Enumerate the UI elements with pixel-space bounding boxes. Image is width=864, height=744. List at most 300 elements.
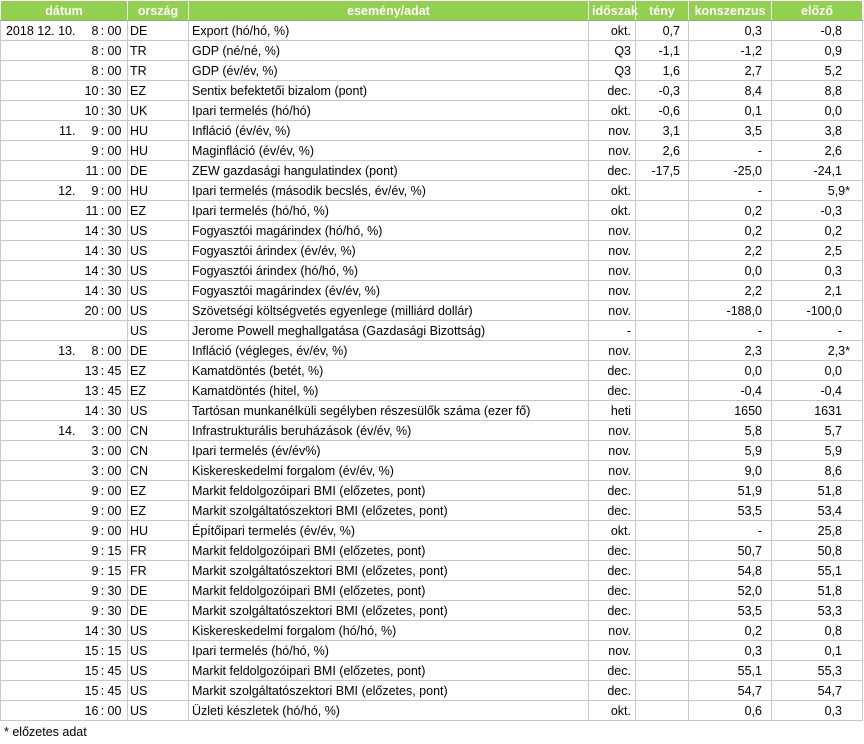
row-time-separator: : bbox=[99, 21, 107, 41]
row-period: nov. bbox=[589, 461, 636, 481]
row-period: dec. bbox=[589, 81, 636, 101]
row-actual bbox=[636, 321, 689, 341]
table-row bbox=[1, 461, 863, 481]
row-event: Infláció (év/év, %) bbox=[189, 121, 589, 141]
table-row bbox=[1, 561, 863, 581]
row-period: dec. bbox=[589, 661, 636, 681]
table-row bbox=[1, 21, 863, 41]
row-hour: 15 bbox=[79, 681, 99, 701]
row-consensus: 9,0 bbox=[689, 461, 772, 481]
row-event: Markit szolgáltatószektori BMI (előzetes, pont) bbox=[189, 681, 589, 701]
row-event: Markit feldolgozóipari BMI (előzetes, pont) bbox=[189, 541, 589, 561]
row-period: nov. bbox=[589, 261, 636, 281]
row-consensus: -0,4 bbox=[689, 381, 772, 401]
row-consensus: 2,2 bbox=[689, 281, 772, 301]
row-minute: 15 bbox=[107, 641, 128, 661]
row-previous: 8,8 bbox=[772, 81, 863, 101]
row-country: DE bbox=[128, 601, 189, 621]
row-consensus: 8,4 bbox=[689, 81, 772, 101]
row-time-separator: : bbox=[99, 661, 107, 681]
row-consensus: 0,2 bbox=[689, 621, 772, 641]
row-event: Üzleti készletek (hó/hó, %) bbox=[189, 701, 589, 721]
row-hour: 14 bbox=[79, 241, 99, 261]
row-period: okt. bbox=[589, 101, 636, 121]
row-time-separator: : bbox=[99, 281, 107, 301]
row-previous: 8,6 bbox=[772, 461, 863, 481]
row-previous: 0,3 bbox=[772, 701, 863, 721]
row-period: nov. bbox=[589, 441, 636, 461]
row-event: Markit szolgáltatószektori BMI (előzetes, pont) bbox=[189, 601, 589, 621]
row-period: Q3 bbox=[589, 61, 636, 81]
row-hour: 9 bbox=[79, 601, 99, 621]
row-date bbox=[1, 361, 79, 381]
row-consensus: 50,7 bbox=[689, 541, 772, 561]
row-consensus: -1,2 bbox=[689, 41, 772, 61]
row-actual bbox=[636, 261, 689, 281]
row-country: FR bbox=[128, 561, 189, 581]
row-country: EZ bbox=[128, 81, 189, 101]
row-actual bbox=[636, 281, 689, 301]
row-country: EZ bbox=[128, 501, 189, 521]
row-period: dec. bbox=[589, 381, 636, 401]
row-minute: 15 bbox=[107, 561, 128, 581]
row-date bbox=[1, 201, 79, 221]
row-country: US bbox=[128, 221, 189, 241]
row-period: heti bbox=[589, 401, 636, 421]
row-country: US bbox=[128, 401, 189, 421]
row-previous: 25,8 bbox=[772, 521, 863, 541]
table-row bbox=[1, 201, 863, 221]
row-consensus: - bbox=[689, 141, 772, 161]
row-consensus: 52,0 bbox=[689, 581, 772, 601]
row-date bbox=[1, 701, 79, 721]
row-time-separator: : bbox=[99, 141, 107, 161]
row-date: 13. bbox=[1, 341, 79, 361]
row-country: US bbox=[128, 621, 189, 641]
row-previous: 55,3 bbox=[772, 661, 863, 681]
row-period: nov. bbox=[589, 621, 636, 641]
table-row bbox=[1, 141, 863, 161]
row-consensus: 1650 bbox=[689, 401, 772, 421]
row-hour: 14 bbox=[79, 281, 99, 301]
row-date bbox=[1, 61, 79, 81]
row-time-separator: : bbox=[99, 181, 107, 201]
row-hour: 9 bbox=[79, 481, 99, 501]
row-period: dec. bbox=[589, 161, 636, 181]
row-period: okt. bbox=[589, 181, 636, 201]
row-period: okt. bbox=[589, 21, 636, 41]
row-hour: 10 bbox=[79, 101, 99, 121]
row-hour: 9 bbox=[79, 141, 99, 161]
row-actual: -0,3 bbox=[636, 81, 689, 101]
row-period: nov. bbox=[589, 301, 636, 321]
row-actual bbox=[636, 681, 689, 701]
row-actual bbox=[636, 521, 689, 541]
row-actual bbox=[636, 581, 689, 601]
row-country: HU bbox=[128, 121, 189, 141]
row-hour: 14 bbox=[79, 261, 99, 281]
row-country: EZ bbox=[128, 361, 189, 381]
row-country: FR bbox=[128, 541, 189, 561]
row-date bbox=[1, 141, 79, 161]
row-previous: 1631 bbox=[772, 401, 863, 421]
table-row bbox=[1, 441, 863, 461]
row-hour: 8 bbox=[79, 61, 99, 81]
table-row bbox=[1, 501, 863, 521]
row-actual: 3,1 bbox=[636, 121, 689, 141]
row-date: 14. bbox=[1, 421, 79, 441]
row-date bbox=[1, 301, 79, 321]
row-time-separator: : bbox=[99, 241, 107, 261]
row-hour: 14 bbox=[79, 621, 99, 641]
row-minute: 30 bbox=[107, 101, 128, 121]
row-hour: 8 bbox=[79, 41, 99, 61]
row-hour bbox=[79, 321, 99, 341]
row-time-separator: : bbox=[99, 421, 107, 441]
table-row bbox=[1, 221, 863, 241]
row-date bbox=[1, 241, 79, 261]
row-event: Jerome Powell meghallgatása (Gazdasági Bizottság) bbox=[189, 321, 589, 341]
row-hour: 13 bbox=[79, 361, 99, 381]
row-time-separator: : bbox=[99, 681, 107, 701]
row-event: Kamatdöntés (betét, %) bbox=[189, 361, 589, 381]
row-actual bbox=[636, 401, 689, 421]
row-event: GDP (né/né, %) bbox=[189, 41, 589, 61]
row-event: Kiskereskedelmi forgalom (hó/hó, %) bbox=[189, 621, 589, 641]
row-previous: -0,4 bbox=[772, 381, 863, 401]
row-hour: 9 bbox=[79, 181, 99, 201]
row-time-separator: : bbox=[99, 581, 107, 601]
row-minute: 00 bbox=[107, 341, 128, 361]
row-actual bbox=[636, 661, 689, 681]
row-country: CN bbox=[128, 461, 189, 481]
row-minute: 00 bbox=[107, 301, 128, 321]
row-previous: 5,7 bbox=[772, 421, 863, 441]
row-minute: 00 bbox=[107, 701, 128, 721]
row-consensus: 0,6 bbox=[689, 701, 772, 721]
table-row bbox=[1, 621, 863, 641]
row-time-separator: : bbox=[99, 61, 107, 81]
row-actual bbox=[636, 641, 689, 661]
table-row bbox=[1, 701, 863, 721]
row-previous: -24,1 bbox=[772, 161, 863, 181]
row-minute: 30 bbox=[107, 261, 128, 281]
row-previous: 54,7 bbox=[772, 681, 863, 701]
row-period: nov. bbox=[589, 121, 636, 141]
row-hour: 3 bbox=[79, 461, 99, 481]
row-date bbox=[1, 81, 79, 101]
row-hour: 16 bbox=[79, 701, 99, 721]
row-minute: 45 bbox=[107, 381, 128, 401]
row-minute: 00 bbox=[107, 421, 128, 441]
row-country: US bbox=[128, 661, 189, 681]
row-event: GDP (év/év, %) bbox=[189, 61, 589, 81]
row-time-separator bbox=[99, 321, 107, 341]
row-time-separator: : bbox=[99, 201, 107, 221]
row-country: HU bbox=[128, 521, 189, 541]
row-date bbox=[1, 581, 79, 601]
row-consensus: - bbox=[689, 181, 772, 201]
row-period: nov. bbox=[589, 641, 636, 661]
row-previous: 55,1 bbox=[772, 561, 863, 581]
row-date: 12. bbox=[1, 181, 79, 201]
row-period: nov. bbox=[589, 241, 636, 261]
row-country: EZ bbox=[128, 481, 189, 501]
row-country: US bbox=[128, 301, 189, 321]
row-date bbox=[1, 501, 79, 521]
row-hour: 14 bbox=[79, 221, 99, 241]
row-period: - bbox=[589, 321, 636, 341]
row-consensus: 0,3 bbox=[689, 641, 772, 661]
row-actual bbox=[636, 421, 689, 441]
row-minute: 00 bbox=[107, 61, 128, 81]
row-period: nov. bbox=[589, 341, 636, 361]
row-hour: 14 bbox=[79, 401, 99, 421]
row-event: Ipari termelés (hó/hó) bbox=[189, 101, 589, 121]
table-row bbox=[1, 41, 863, 61]
row-hour: 8 bbox=[79, 21, 99, 41]
row-actual: -0,6 bbox=[636, 101, 689, 121]
row-actual bbox=[636, 441, 689, 461]
row-period: dec. bbox=[589, 361, 636, 381]
row-actual: 2,6 bbox=[636, 141, 689, 161]
row-previous: 0,0 bbox=[772, 361, 863, 381]
row-time-separator: : bbox=[99, 361, 107, 381]
table-row bbox=[1, 641, 863, 661]
header-date: dátum bbox=[1, 1, 128, 21]
table-row bbox=[1, 121, 863, 141]
row-actual: -17,5 bbox=[636, 161, 689, 181]
row-time-separator: : bbox=[99, 41, 107, 61]
row-consensus: 2,7 bbox=[689, 61, 772, 81]
row-actual bbox=[636, 361, 689, 381]
row-event: Építőipari termelés (év/év, %) bbox=[189, 521, 589, 541]
row-date bbox=[1, 601, 79, 621]
row-event: Ipari termelés (második becslés, év/év, %) bbox=[189, 181, 589, 201]
row-consensus: 54,8 bbox=[689, 561, 772, 581]
row-time-separator: : bbox=[99, 401, 107, 421]
row-period: okt. bbox=[589, 701, 636, 721]
row-country: TR bbox=[128, 41, 189, 61]
row-previous: 0,0 bbox=[772, 101, 863, 121]
row-consensus: 5,9 bbox=[689, 441, 772, 461]
row-event: Ipari termelés (év/év%) bbox=[189, 441, 589, 461]
row-minute: 00 bbox=[107, 21, 128, 41]
row-previous: - bbox=[772, 321, 863, 341]
row-previous: -0,3 bbox=[772, 201, 863, 221]
table-row bbox=[1, 361, 863, 381]
row-consensus: 53,5 bbox=[689, 501, 772, 521]
row-previous: 2,1 bbox=[772, 281, 863, 301]
row-time-separator: : bbox=[99, 601, 107, 621]
row-time-separator: : bbox=[99, 81, 107, 101]
row-minute: 00 bbox=[107, 141, 128, 161]
table-row bbox=[1, 281, 863, 301]
row-previous: 2,3* bbox=[772, 341, 863, 361]
row-date bbox=[1, 481, 79, 501]
row-period: okt. bbox=[589, 521, 636, 541]
row-consensus: 0,2 bbox=[689, 221, 772, 241]
row-country: EZ bbox=[128, 201, 189, 221]
row-actual bbox=[636, 561, 689, 581]
row-event: Sentix befektetői bizalom (pont) bbox=[189, 81, 589, 101]
row-country: US bbox=[128, 681, 189, 701]
row-consensus: 0,0 bbox=[689, 261, 772, 281]
row-consensus: - bbox=[689, 521, 772, 541]
row-date bbox=[1, 261, 79, 281]
header-event: esemény/adat bbox=[189, 1, 589, 21]
row-actual bbox=[636, 201, 689, 221]
row-time-separator: : bbox=[99, 301, 107, 321]
row-minute: 00 bbox=[107, 501, 128, 521]
row-date bbox=[1, 541, 79, 561]
row-hour: 15 bbox=[79, 641, 99, 661]
row-event: Fogyasztói árindex (hó/hó, %) bbox=[189, 261, 589, 281]
table-row bbox=[1, 301, 863, 321]
row-consensus: 0,1 bbox=[689, 101, 772, 121]
row-actual bbox=[636, 381, 689, 401]
row-event: Kamatdöntés (hitel, %) bbox=[189, 381, 589, 401]
header-actual: tény bbox=[636, 1, 689, 21]
row-consensus: 54,7 bbox=[689, 681, 772, 701]
row-country: US bbox=[128, 241, 189, 261]
row-minute: 45 bbox=[107, 661, 128, 681]
row-hour: 20 bbox=[79, 301, 99, 321]
row-date bbox=[1, 381, 79, 401]
row-actual bbox=[636, 601, 689, 621]
row-hour: 9 bbox=[79, 521, 99, 541]
row-country: US bbox=[128, 641, 189, 661]
row-actual bbox=[636, 541, 689, 561]
table-row bbox=[1, 241, 863, 261]
table-row bbox=[1, 481, 863, 501]
row-actual bbox=[636, 241, 689, 261]
row-event: Fogyasztói magárindex (hó/hó, %) bbox=[189, 221, 589, 241]
row-event: Export (hó/hó, %) bbox=[189, 21, 589, 41]
row-hour: 9 bbox=[79, 561, 99, 581]
row-date bbox=[1, 661, 79, 681]
header-period: időszak bbox=[589, 1, 636, 21]
row-time-separator: : bbox=[99, 161, 107, 181]
row-previous: 5,9* bbox=[772, 181, 863, 201]
row-country: US bbox=[128, 281, 189, 301]
row-actual bbox=[636, 481, 689, 501]
row-hour: 9 bbox=[79, 541, 99, 561]
row-time-separator: : bbox=[99, 101, 107, 121]
row-consensus: -188,0 bbox=[689, 301, 772, 321]
row-actual bbox=[636, 181, 689, 201]
row-date bbox=[1, 41, 79, 61]
row-country: TR bbox=[128, 61, 189, 81]
table-row bbox=[1, 381, 863, 401]
row-hour: 9 bbox=[79, 581, 99, 601]
table-row bbox=[1, 261, 863, 281]
row-hour: 9 bbox=[79, 501, 99, 521]
row-time-separator: : bbox=[99, 641, 107, 661]
row-minute: 15 bbox=[107, 541, 128, 561]
row-minute: 00 bbox=[107, 521, 128, 541]
row-date bbox=[1, 321, 79, 341]
row-minute: 30 bbox=[107, 401, 128, 421]
row-actual bbox=[636, 221, 689, 241]
footnote: * előzetes adat bbox=[4, 725, 87, 739]
row-consensus: 0,3 bbox=[689, 21, 772, 41]
row-consensus: 51,9 bbox=[689, 481, 772, 501]
row-period: dec. bbox=[589, 681, 636, 701]
row-event: Kiskereskedelmi forgalom (év/év, %) bbox=[189, 461, 589, 481]
row-minute: 00 bbox=[107, 461, 128, 481]
table-row bbox=[1, 521, 863, 541]
row-minute bbox=[107, 321, 128, 341]
row-event: Ipari termelés (hó/hó, %) bbox=[189, 641, 589, 661]
row-country: HU bbox=[128, 181, 189, 201]
row-event: ZEW gazdasági hangulatindex (pont) bbox=[189, 161, 589, 181]
table-row bbox=[1, 101, 863, 121]
row-actual bbox=[636, 301, 689, 321]
row-country: HU bbox=[128, 141, 189, 161]
row-minute: 30 bbox=[107, 621, 128, 641]
row-consensus: 5,8 bbox=[689, 421, 772, 441]
row-hour: 9 bbox=[79, 121, 99, 141]
table-row bbox=[1, 581, 863, 601]
row-date bbox=[1, 681, 79, 701]
row-time-separator: : bbox=[99, 561, 107, 581]
row-consensus: 53,5 bbox=[689, 601, 772, 621]
row-previous: 51,8 bbox=[772, 481, 863, 501]
row-date bbox=[1, 641, 79, 661]
row-time-separator: : bbox=[99, 481, 107, 501]
row-event: Fogyasztói árindex (év/év, %) bbox=[189, 241, 589, 261]
row-country: DE bbox=[128, 581, 189, 601]
row-hour: 11 bbox=[79, 201, 99, 221]
row-country: DE bbox=[128, 161, 189, 181]
row-consensus: 3,5 bbox=[689, 121, 772, 141]
row-date bbox=[1, 101, 79, 121]
table-row bbox=[1, 421, 863, 441]
row-minute: 30 bbox=[107, 581, 128, 601]
table-row bbox=[1, 61, 863, 81]
row-country: US bbox=[128, 321, 189, 341]
row-consensus: -25,0 bbox=[689, 161, 772, 181]
row-country: CN bbox=[128, 441, 189, 461]
row-hour: 11 bbox=[79, 161, 99, 181]
row-minute: 45 bbox=[107, 361, 128, 381]
row-actual bbox=[636, 701, 689, 721]
table-row bbox=[1, 681, 863, 701]
row-date bbox=[1, 561, 79, 581]
table-row bbox=[1, 321, 863, 341]
header-previous: előző bbox=[772, 1, 863, 21]
row-time-separator: : bbox=[99, 341, 107, 361]
header-consensus: konszenzus bbox=[689, 1, 772, 21]
row-previous: 0,8 bbox=[772, 621, 863, 641]
header-row bbox=[1, 1, 863, 21]
row-consensus: 2,2 bbox=[689, 241, 772, 261]
row-minute: 00 bbox=[107, 441, 128, 461]
row-previous: 0,2 bbox=[772, 221, 863, 241]
row-hour: 15 bbox=[79, 661, 99, 681]
row-event: Tartósan munkanélküli segélyben részesülők száma (ezer fő) bbox=[189, 401, 589, 421]
row-actual bbox=[636, 461, 689, 481]
row-country: EZ bbox=[128, 381, 189, 401]
row-period: okt. bbox=[589, 201, 636, 221]
row-previous: 2,5 bbox=[772, 241, 863, 261]
row-date bbox=[1, 281, 79, 301]
row-time-separator: : bbox=[99, 461, 107, 481]
row-period: dec. bbox=[589, 481, 636, 501]
row-event: Ipari termelés (hó/hó, %) bbox=[189, 201, 589, 221]
row-minute: 30 bbox=[107, 601, 128, 621]
